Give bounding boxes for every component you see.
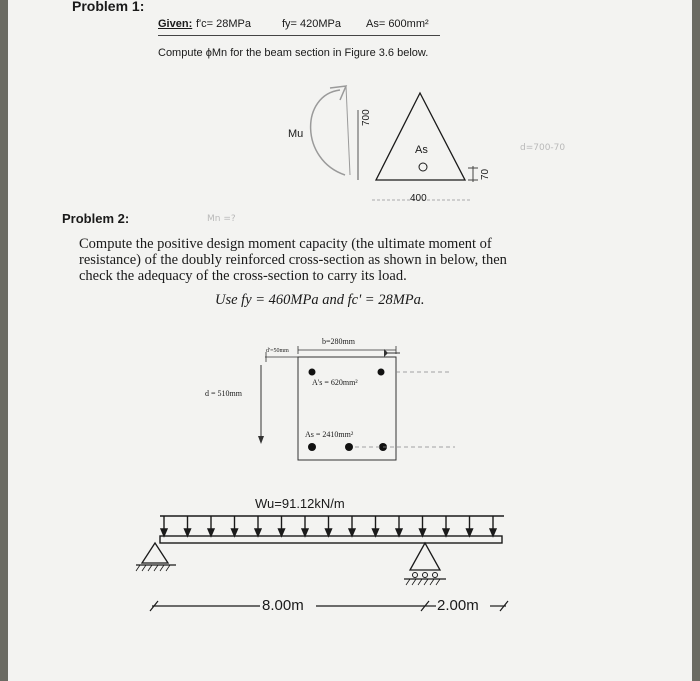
tension-steel-label: As = 2410mm² bbox=[305, 430, 354, 439]
compression-steel-label: A's = 620mm² bbox=[312, 378, 358, 387]
load-arrowhead bbox=[490, 529, 496, 536]
fc-value: f'c= 28MPa bbox=[196, 18, 251, 30]
handwritten-note-depth: d=700-70 bbox=[520, 143, 566, 153]
fy-value: fy= 420MPa bbox=[282, 18, 342, 30]
cover-d-prime-label: d'=50mm bbox=[266, 348, 289, 354]
span2-label: 2.00m bbox=[437, 597, 479, 614]
problem2-line2: resistance) of the doubly reinforced cross-section as shown in below, then bbox=[79, 252, 507, 268]
load-arrowhead bbox=[349, 529, 355, 536]
load-arrowhead bbox=[279, 529, 285, 536]
load-arrowhead bbox=[443, 529, 449, 536]
problem1-instruction: Compute ϕMn for the beam section in Figure 3.6 below. bbox=[158, 47, 429, 59]
as-label: As bbox=[415, 144, 428, 156]
problem2-line4: Use fy = 460MPa and fc' = 28MPa. bbox=[215, 292, 425, 308]
given-label: Given: bbox=[158, 18, 193, 30]
depth-d-label: d = 510mm bbox=[205, 389, 242, 398]
problem2-line3: check the adequacy of the cross-section to carry its load. bbox=[79, 268, 407, 284]
width-label: 400 bbox=[410, 193, 427, 204]
load-arrowhead bbox=[255, 529, 261, 536]
problem1-heading: Problem 1: bbox=[72, 0, 145, 14]
load-arrowhead bbox=[467, 529, 473, 536]
load-arrowhead bbox=[373, 529, 379, 536]
problem2-heading: Problem 2: bbox=[62, 211, 130, 226]
as-value: As= 600mm² bbox=[366, 18, 429, 30]
mu-label: Mu bbox=[288, 128, 304, 140]
load-arrowhead bbox=[232, 529, 238, 536]
handwritten-note-mn: Mn =? bbox=[207, 214, 236, 224]
width-b-label: b=280mm bbox=[322, 337, 355, 346]
depth-label: 700 bbox=[361, 109, 372, 126]
load-arrowhead bbox=[302, 529, 308, 536]
load-arrowhead bbox=[326, 529, 332, 536]
load-arrowhead bbox=[396, 529, 402, 536]
load-arrowhead bbox=[185, 529, 191, 536]
load-arrowhead bbox=[420, 529, 426, 536]
cover-label: 70 bbox=[480, 168, 491, 180]
span1-label: 8.00m bbox=[262, 597, 304, 614]
load-arrowhead bbox=[161, 529, 167, 536]
load-arrowhead bbox=[208, 529, 214, 536]
load-label: Wu=91.12kN/m bbox=[255, 496, 345, 511]
problem2-line1: Compute the positive design moment capacity (the ultimate moment of bbox=[79, 236, 492, 252]
